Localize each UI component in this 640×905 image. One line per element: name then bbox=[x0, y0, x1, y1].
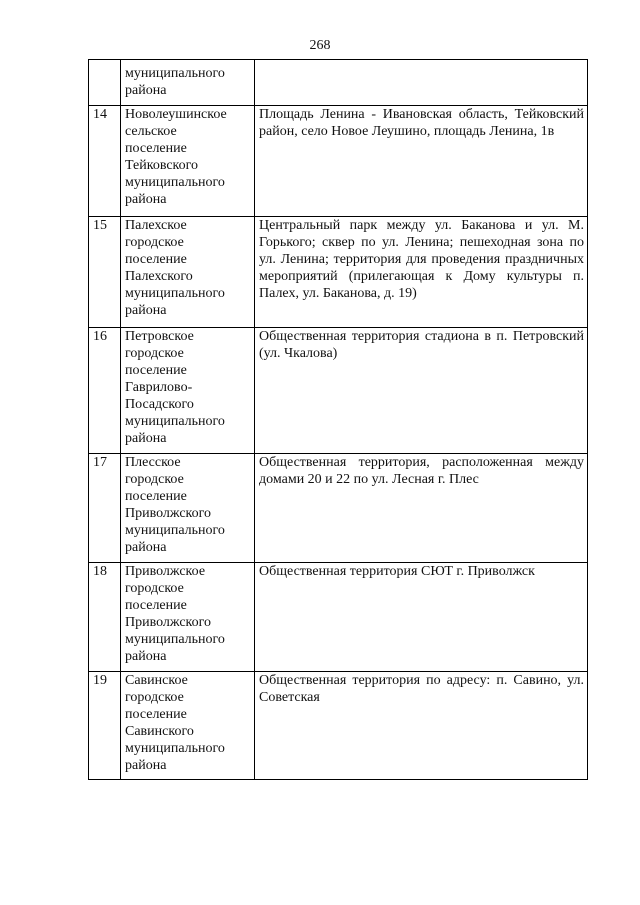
settlement-name-line: городское bbox=[125, 472, 184, 487]
settlement-name bbox=[121, 328, 255, 454]
page-number: 268 bbox=[309, 38, 331, 53]
settlement-name bbox=[121, 672, 255, 780]
settlement-name-line: сельское bbox=[125, 124, 177, 139]
territory-address: Общественная территория стадиона в п. Петровский (ул. Чкалова) bbox=[255, 328, 588, 454]
settlement-name-line: Тейковского bbox=[125, 158, 199, 173]
table-row bbox=[89, 328, 588, 454]
settlement-name-line: городское bbox=[125, 235, 184, 250]
settlement-name-line: поселение bbox=[125, 707, 187, 722]
row-number: 16 bbox=[89, 328, 121, 454]
settlement-name-line: района bbox=[125, 192, 167, 207]
settlement-name-line: района bbox=[125, 758, 167, 773]
settlement-name bbox=[121, 563, 255, 672]
table-row bbox=[89, 563, 588, 672]
settlement-name-line: городское bbox=[125, 346, 184, 361]
settlement-name-line: района bbox=[125, 303, 167, 318]
row-number: 14 bbox=[89, 106, 121, 217]
settlement-name-line: поселение bbox=[125, 489, 187, 504]
table-row bbox=[89, 217, 588, 328]
settlement-name-line: муниципального bbox=[125, 523, 225, 538]
settlement-name-line: Плесское bbox=[125, 455, 181, 470]
settlement-name-line: Палехское bbox=[125, 218, 187, 233]
settlement-name bbox=[121, 454, 255, 563]
settlement-name-line: Новолеушинское bbox=[125, 107, 227, 122]
table-row bbox=[89, 106, 588, 217]
territory-address bbox=[255, 60, 588, 106]
territory-address: Общественная территория СЮТ г. Приволжск bbox=[255, 563, 588, 672]
table-row bbox=[89, 672, 588, 780]
settlement-name-line: района bbox=[125, 431, 167, 446]
settlement-name-line: Петровское bbox=[125, 329, 194, 344]
territory-address: Центральный парк между ул. Баканова и ул. М. Горького; сквер по ул. Ленина; пешеходная зона по ул. Ленина; территория для проведения праздничных мероприятий (прилегающая к Дому культуры п. Палех, ул. Баканова, д. 19) bbox=[255, 217, 588, 328]
table-row bbox=[89, 60, 588, 106]
settlement-name-line: поселение bbox=[125, 141, 187, 156]
settlement-name-line: муниципального bbox=[125, 632, 225, 647]
settlement-name-line: Посадского bbox=[125, 397, 194, 412]
settlement-name-line: Савинское bbox=[125, 673, 188, 688]
settlement-name-line: Палехского bbox=[125, 269, 193, 284]
settlement-name bbox=[121, 60, 255, 106]
settlement-name-line: Гаврилово- bbox=[125, 380, 193, 395]
row-number bbox=[89, 60, 121, 106]
settlement-name-line: Приволжского bbox=[125, 615, 212, 630]
territory-address: Общественная территория, расположенная между домами 20 и 22 по ул. Лесная г. Плес bbox=[255, 454, 588, 563]
settlement-name-line: поселение bbox=[125, 252, 187, 267]
settlement-name-line: муниципального bbox=[125, 175, 225, 190]
territories-table bbox=[88, 59, 588, 780]
settlement-name bbox=[121, 106, 255, 217]
settlement-name-line: муниципального bbox=[125, 414, 225, 429]
row-number: 15 bbox=[89, 217, 121, 328]
settlement-name-line: городское bbox=[125, 581, 184, 596]
settlement-name-line: района bbox=[125, 540, 167, 555]
row-number: 19 bbox=[89, 672, 121, 780]
settlement-name-line: района bbox=[125, 83, 167, 98]
settlement-name-line: муниципального bbox=[125, 66, 225, 81]
row-number: 18 bbox=[89, 563, 121, 672]
table-row bbox=[89, 454, 588, 563]
settlement-name-line: поселение bbox=[125, 363, 187, 378]
settlement-name-line: района bbox=[125, 649, 167, 664]
settlement-name-line: муниципального bbox=[125, 741, 225, 756]
settlement-name-line: Приволжского bbox=[125, 506, 212, 521]
settlement-name-line: муниципального bbox=[125, 286, 225, 301]
settlement-name-line: поселение bbox=[125, 598, 187, 613]
settlement-name-line: городское bbox=[125, 690, 184, 705]
territory-address: Общественная территория по адресу: п. Савино, ул. Советская bbox=[255, 672, 588, 780]
settlement-name-line: Савинского bbox=[125, 724, 194, 739]
settlement-name-line: Приволжское bbox=[125, 564, 206, 579]
territory-address: Площадь Ленина - Ивановская область, Тейковский район, село Новое Леушино, площадь Ленина, 1в bbox=[255, 106, 588, 217]
settlement-name bbox=[121, 217, 255, 328]
row-number: 17 bbox=[89, 454, 121, 563]
